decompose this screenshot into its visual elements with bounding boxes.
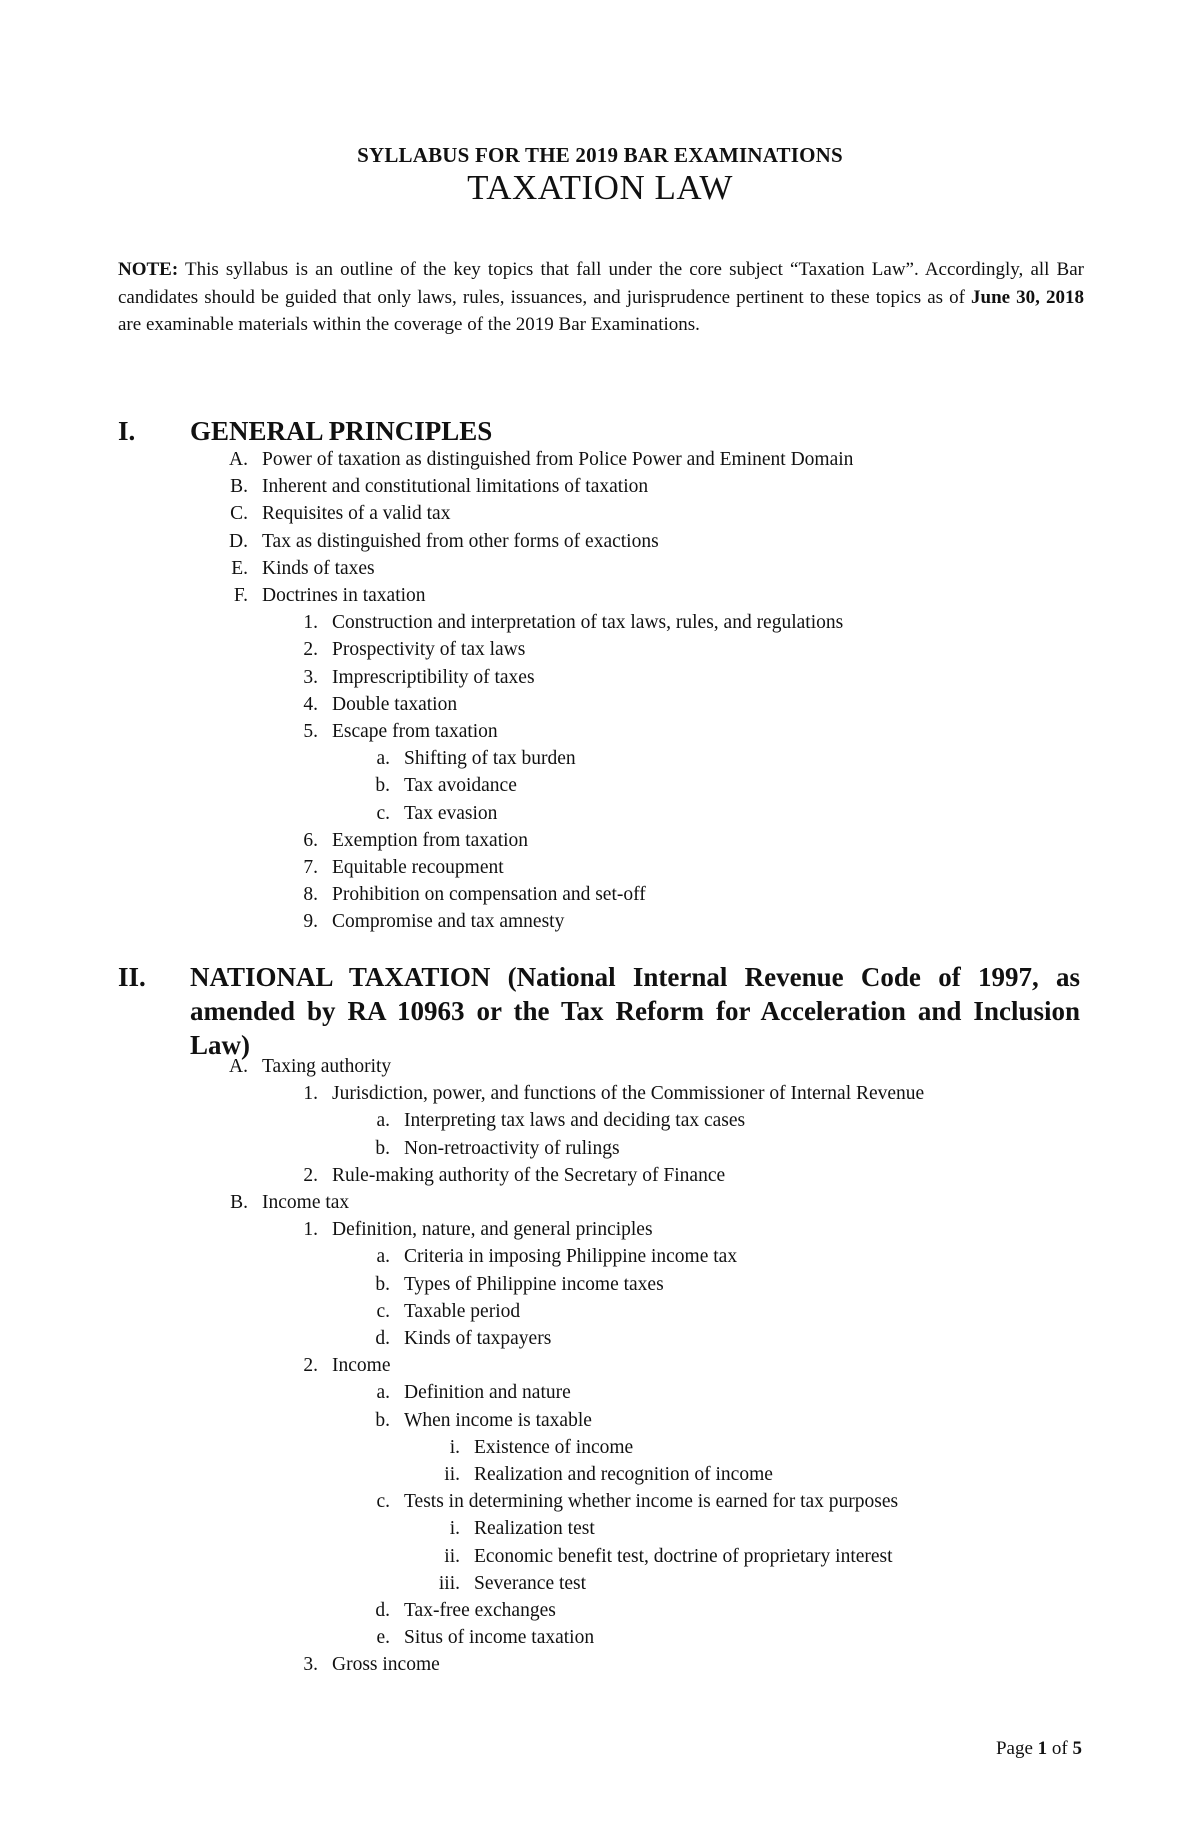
outline-item (0, 1325, 1200, 1352)
outline-item-marker: B. (230, 476, 248, 498)
outline-item-marker: B. (230, 1192, 248, 1213)
outline-item-marker: a. (376, 1382, 390, 1404)
outline-item-marker: d. (375, 1600, 390, 1621)
outline-item-marker: F. (233, 585, 248, 606)
outline-item (0, 1515, 1200, 1542)
outline-item-text: Existence of income (474, 1436, 634, 1458)
outline-item-text: Definition and nature (404, 1382, 571, 1404)
outline-item (0, 718, 1200, 745)
outline-item-text: Escape from taxation (332, 721, 498, 742)
note-paragraph (118, 256, 1084, 339)
outline-item (0, 473, 1200, 500)
outline-item-text: Economic benefit test, doctrine of proprietary interest (474, 1545, 893, 1567)
outline-item-marker: A. (229, 1056, 248, 1077)
outline-item-marker: a. (376, 1110, 390, 1132)
outline-item-text: Types of Philippine income taxes (404, 1273, 664, 1295)
outline-item-text: Jurisdiction, power, and functions of the Commissioner of Internal Revenue (332, 1083, 925, 1105)
outline-item-marker: C. (230, 503, 248, 525)
document-title: TAXATION LAW (467, 168, 733, 207)
page-current: 1 (1037, 1738, 1048, 1759)
outline-item-text: Construction and interpretation of tax laws, rules, and regulations (332, 612, 844, 634)
document-supertitle: SYLLABUS FOR THE 2019 BAR EXAMINATIONS (357, 143, 843, 167)
outline-item-text: Rule-making authority of the Secretary of Finance (332, 1164, 726, 1186)
outline-item (0, 555, 1200, 582)
outline-item (0, 1271, 1200, 1298)
outline-item (0, 1053, 1200, 1080)
outline-item-marker: 8. (303, 884, 318, 906)
outline-item-marker: iii. (438, 1572, 460, 1594)
note-text-before: This syllabus is an outline of the key topics that fall under the core subject “Taxation Law”. Accordingly, all Bar candidates should be guided that only laws, rules, issuances, and jurisprudence pertinent to these topics as of (118, 259, 1084, 308)
outline-item-text: Equitable recoupment (332, 857, 504, 878)
section-title: NATIONAL TAXATION (National Internal Revenue Code of 1997, as amended by RA 10963 or the Tax Reform for Acceleration and Inclusion Law) (190, 962, 1080, 1060)
outline-item-text: Criteria in imposing Philippine income tax (404, 1246, 738, 1268)
outline-item-text: Realization and recognition of income (474, 1464, 773, 1485)
outline-item-text: Interpreting tax laws and deciding tax cases (404, 1110, 746, 1132)
outline-item-text: Compromise and tax amnesty (332, 911, 565, 933)
outline-item-marker: 6. (303, 829, 318, 851)
outline-item (0, 1379, 1200, 1406)
outline-item (0, 609, 1200, 636)
outline-item-marker: 7. (303, 857, 318, 878)
outline-item-text: Gross income (332, 1654, 440, 1676)
outline-item (0, 908, 1200, 935)
outline-item-marker: E. (231, 557, 248, 579)
outline-item-marker: b. (375, 1273, 390, 1295)
outline-item (0, 1298, 1200, 1325)
outline-item (0, 500, 1200, 527)
outline-item-text: Severance test (474, 1572, 587, 1594)
outline-item-text: Prospectivity of tax laws (332, 639, 526, 661)
outline-item-marker: i. (449, 1518, 460, 1540)
note-text-after: are examinable materials within the coverage of the 2019 Bar Examinations. (118, 314, 700, 335)
outline-item (0, 1407, 1200, 1434)
outline-item-marker: 9. (303, 911, 318, 933)
page-word: Page (995, 1738, 1038, 1759)
outline-item-text: Tax-free exchanges (404, 1600, 556, 1621)
outline-item-text: Taxing authority (262, 1056, 392, 1077)
outline-item-marker: 3. (303, 666, 318, 688)
outline-item-marker: 2. (303, 1355, 318, 1377)
page-total: 5 (1072, 1738, 1082, 1759)
outline-item-text: Double taxation (332, 693, 458, 715)
outline-item (0, 800, 1200, 827)
outline-item-text: Kinds of taxpayers (404, 1328, 552, 1349)
outline-item-text: Shifting of tax burden (404, 748, 576, 770)
outline-item (0, 745, 1200, 772)
outline-item-marker: d. (375, 1328, 390, 1349)
outline-item-marker: ii. (444, 1545, 460, 1567)
outline-item-marker: c. (376, 1491, 390, 1513)
outline-item-marker: 1. (303, 1219, 318, 1241)
outline-item-text: Realization test (474, 1518, 595, 1540)
outline-item (0, 582, 1200, 609)
note-date: June 30, 2018 (971, 286, 1084, 308)
outline-item-text: Definition, nature, and general principles (332, 1219, 653, 1241)
outline-item-marker: 1. (303, 1083, 318, 1105)
outline-item-marker: 1. (303, 612, 318, 634)
outline-item-marker: 2. (303, 639, 318, 661)
outline-item-marker: 4. (303, 693, 318, 715)
outline-item (0, 1461, 1200, 1488)
outline-item (0, 1189, 1200, 1216)
outline-item-marker: 2. (303, 1164, 318, 1186)
outline-item (0, 528, 1200, 555)
outline-item-text: Tests in determining whether income is earned for tax purposes (404, 1491, 899, 1513)
outline-item (0, 1080, 1200, 1107)
outline-item-marker: D. (229, 530, 248, 552)
outline-item-marker: i. (449, 1436, 460, 1458)
outline-item (0, 881, 1200, 908)
outline-item-marker: b. (375, 775, 390, 797)
outline-item (0, 772, 1200, 799)
outline-item (0, 664, 1200, 691)
outline-item (0, 1216, 1200, 1243)
outline-item-marker: e. (376, 1627, 390, 1649)
outline-item-marker: b. (375, 1409, 390, 1431)
outline-item-text: Situs of income taxation (404, 1627, 595, 1649)
note-label: NOTE: (118, 259, 179, 280)
outline-item-marker: c. (376, 802, 390, 824)
outline-item-text: When income is taxable (404, 1409, 592, 1431)
outline-item-text: Prohibition on compensation and set-off (332, 884, 646, 906)
outline-item-marker: a. (376, 748, 390, 770)
of-word: of (1047, 1738, 1073, 1759)
outline-item (0, 1543, 1200, 1570)
outline-item-text: Imprescriptibility of taxes (332, 666, 535, 688)
outline-item (0, 1243, 1200, 1270)
outline-item (0, 854, 1200, 881)
outline-item-text: Kinds of taxes (262, 557, 375, 579)
outline-item-text: Inherent and constitutional limitations of taxation (262, 476, 649, 498)
outline-item-marker: c. (376, 1300, 390, 1322)
outline-item-marker: b. (375, 1137, 390, 1159)
outline-item (0, 1570, 1200, 1597)
outline-item (0, 827, 1200, 854)
outline-item-marker: ii. (444, 1464, 460, 1485)
section-numeral: II. (118, 962, 146, 992)
outline-item-text: Income (332, 1355, 391, 1377)
page-number (996, 1738, 1082, 1760)
outline-item (0, 1434, 1200, 1461)
section-title: GENERAL PRINCIPLES (190, 416, 493, 446)
outline-item (0, 1597, 1200, 1624)
outline-item (0, 1107, 1200, 1134)
outline-item (0, 1135, 1200, 1162)
outline-item (0, 691, 1200, 718)
outline-item-text: Tax as distinguished from other forms of exactions (262, 530, 659, 552)
outline-item-text: Power of taxation as distinguished from Police Power and Eminent Domain (262, 449, 854, 470)
outline-item-marker: 5. (303, 721, 318, 742)
outline-item (0, 636, 1200, 663)
outline-item-marker: a. (376, 1246, 390, 1268)
outline-item-text: Taxable period (404, 1300, 521, 1322)
outline-item (0, 1624, 1200, 1651)
outline-item-text: Tax evasion (404, 802, 498, 824)
outline-item (0, 1488, 1200, 1515)
outline-item (0, 1651, 1200, 1678)
outline-item-text: Requisites of a valid tax (262, 503, 451, 525)
outline-item-text: Non-retroactivity of rulings (404, 1137, 620, 1159)
outline-item-text: Exemption from taxation (332, 829, 529, 851)
outline-item (0, 446, 1200, 473)
outline-item (0, 1352, 1200, 1379)
outline-item-marker: 3. (303, 1654, 318, 1676)
outline-item-text: Income tax (262, 1192, 350, 1213)
outline-item-text: Tax avoidance (404, 775, 517, 797)
outline-item (0, 1162, 1200, 1189)
outline-item-text: Doctrines in taxation (262, 585, 426, 606)
outline-item-marker: A. (229, 449, 248, 470)
section-numeral: I. (118, 416, 136, 446)
